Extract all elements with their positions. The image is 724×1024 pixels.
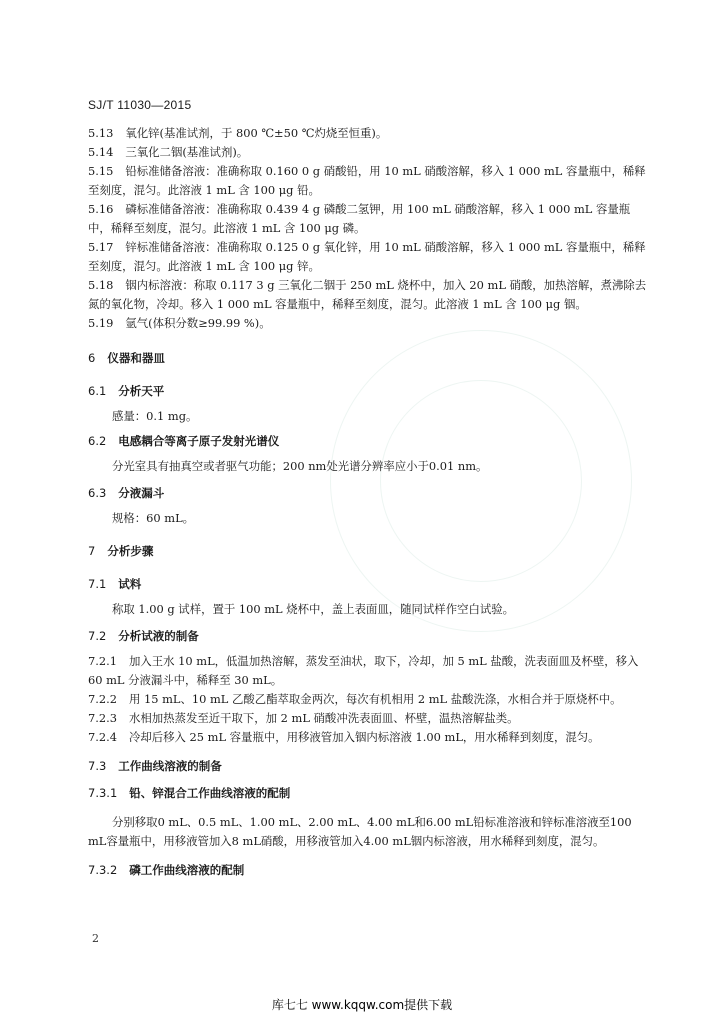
section-7-heading: 7 分析步骤 bbox=[88, 544, 154, 558]
clause-5-19: 5.19 氩气(体积分数≥99.99 %)。 bbox=[88, 316, 271, 330]
section-7-1-text: 称取 1.00 g 试样，置于 100 mL 烧杯中，盖上表面皿，随同试样作空白试验。 bbox=[112, 602, 515, 616]
section-6-2-heading: 6.2 电感耦合等离子原子发射光谱仪 bbox=[88, 434, 280, 448]
step-7-2-2: 7.2.2 用 15 mL、10 mL 乙酸乙酯萃取金两次，每次有机相用 2 mL 盐酸洗涤，水相合并于原烧杯中。 bbox=[88, 692, 622, 706]
step-7-2-1: 7.2.1 加入王水 10 mL，低温加热溶解，蒸发至油状，取下，冷却，加 5 mL 盐酸，洗表面皿及杯壁，移入 60 mL 分液漏斗中，稀释至 30 mL。 bbox=[88, 654, 639, 687]
clause-5-14: 5.14 三氧化二铟(基准试剂)。 bbox=[88, 145, 249, 159]
document-body bbox=[88, 124, 648, 880]
download-footer: 库七七 www.kqqw.com提供下载 bbox=[271, 998, 453, 1012]
section-6-3-text: 规格：60 mL。 bbox=[112, 511, 195, 525]
clause-5-17: 5.17 锌标准储备溶液：准确称取 0.125 0 g 氧化锌，用 10 mL 硝酸溶解，移入 1 000 mL 容量瓶中，稀释至刻度，混匀。此溶液 1 mL 含 100 μg 锌。 bbox=[88, 240, 646, 273]
clause-5-13: 5.13 氧化锌(基准试剂，于 800 ℃±50 ℃灼烧至恒重)。 bbox=[88, 126, 388, 140]
section-6-3-heading: 6.3 分液漏斗 bbox=[88, 486, 165, 500]
clause-5-15: 5.15 铅标准储备溶液：准确称取 0.160 0 g 硝酸铅，用 10 mL 硝酸溶解，移入 1 000 mL 容量瓶中，稀释至刻度，混匀。此溶液 1 mL 含 100 μg 铅。 bbox=[88, 164, 646, 197]
clause-5-16: 5.16 磷标准储备溶液：准确称取 0.439 4 g 磷酸二氢钾，用 100 mL 硝酸溶解，移入 1 000 mL 容量瓶中，稀释至刻度，混匀。此溶液 1 mL 含 100 μg 磷。 bbox=[88, 202, 631, 235]
section-7-3-2-heading: 7.3.2 磷工作曲线溶液的配制 bbox=[88, 863, 245, 877]
section-7-3-1-text: 分别移取0 mL、0.5 mL、1.00 mL、2.00 mL、4.00 mL和6.00 mL铅标准溶液和锌标准溶液至100 mL容量瓶中，用移液管加入8 mL硝酸，用移液管加入4.00 mL铟内标溶液，用水稀释到刻度，混匀。 bbox=[88, 815, 632, 848]
step-7-2-3: 7.2.3 水相加热蒸发至近干取下，加 2 mL 硝酸冲洗表面皿、杯壁，温热溶解盐类。 bbox=[88, 711, 519, 725]
section-6-1-heading: 6.1 分析天平 bbox=[88, 384, 165, 398]
section-7-3-heading: 7.3 工作曲线溶液的制备 bbox=[88, 759, 222, 773]
section-6-1-text: 感量：0.1 mg。 bbox=[112, 409, 198, 423]
standard-code-header: SJ/T 11030—2015 bbox=[88, 98, 192, 112]
section-7-1-heading: 7.1 试料 bbox=[88, 577, 142, 591]
section-6-heading: 6 仪器和器皿 bbox=[88, 351, 165, 365]
section-7-3-1-heading: 7.3.1 铅、锌混合工作曲线溶液的配制 bbox=[88, 786, 291, 800]
section-7-2-heading: 7.2 分析试液的制备 bbox=[88, 629, 199, 643]
clause-5-18: 5.18 铟内标溶液：称取 0.117 3 g 三氧化二铟于 250 mL 烧杯中，加入 20 mL 硝酸，加热溶解，煮沸除去氮的氧化物，冷却。移入 1 000 mL 容量瓶中，稀释至刻度，混匀。此溶液 1 mL 含 100 μg 铟。 bbox=[88, 278, 647, 311]
section-6-2-text: 分光室具有抽真空或者驱气功能；200 nm处光谱分辨率应小于0.01 nm。 bbox=[112, 459, 488, 473]
step-7-2-4: 7.2.4 冷却后移入 25 mL 容量瓶中，用移液管加入铟内标溶液 1.00 mL，用水稀释到刻度，混匀。 bbox=[88, 730, 600, 744]
page-number: 2 bbox=[92, 932, 99, 945]
